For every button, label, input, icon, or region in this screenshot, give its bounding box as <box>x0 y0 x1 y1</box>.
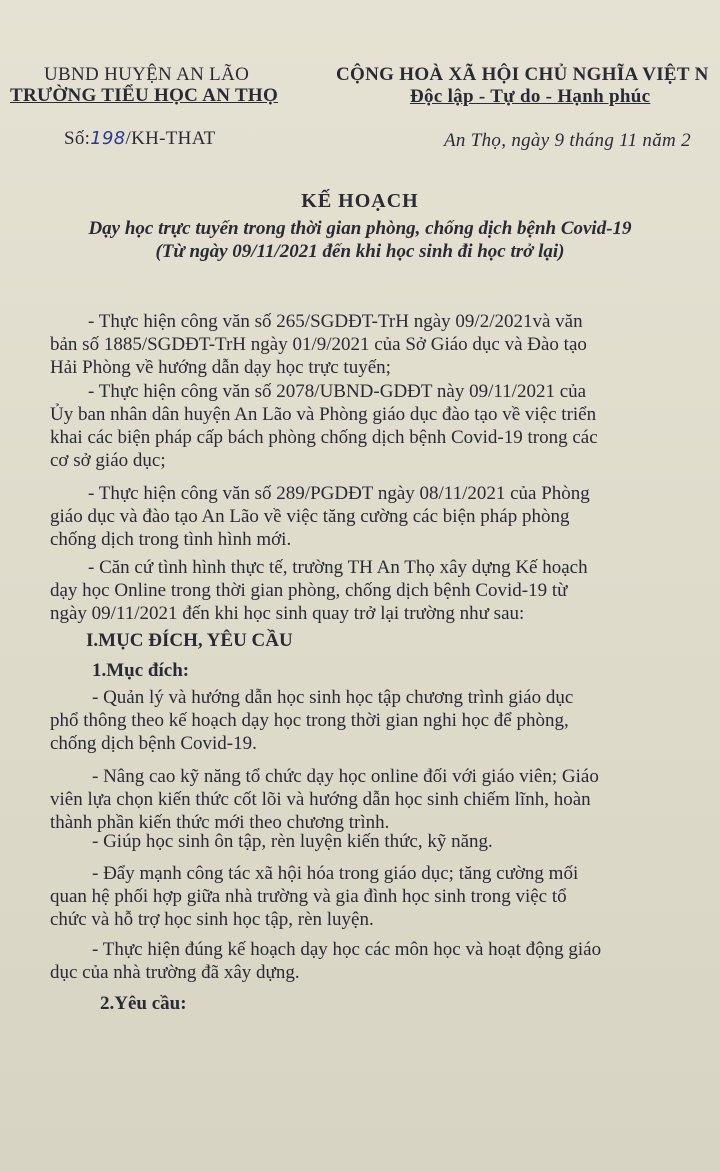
bullet-4 <box>50 862 690 931</box>
text-line: - Đẩy mạnh công tác xã hội hóa trong giáo dục; tăng cường mối <box>92 863 579 884</box>
org-school <box>10 85 278 107</box>
subsection-heading: 1.Mục đích: <box>92 660 190 681</box>
motto-text: Độc lập - Tự do - Hạnh phúc <box>410 86 651 107</box>
text-line: - Thực hiện công văn số 265/SGDĐT-TrH ngày 09/2/2021và văn <box>88 311 583 332</box>
text-line: quan hệ phối hợp giữa nhà trường và gia đình học sinh trong việc tổ <box>50 886 567 907</box>
text-line: khai các biện pháp cấp bách phòng chống dịch bệnh Covid-19 trong các <box>50 427 598 448</box>
handwritten-number: 198 <box>90 128 126 149</box>
so-suffix: /KH-THAT <box>125 128 216 149</box>
text-line: cơ sở giáo dục; <box>50 450 166 471</box>
text-line: - Nâng cao kỹ năng tổ chức dạy học online đối với giáo viên; Giáo <box>92 766 599 787</box>
paragraph-1 <box>50 310 690 379</box>
paragraph-4 <box>50 556 690 625</box>
paragraph-2 <box>50 380 690 472</box>
text-line: - Thực hiện đúng kế hoạch dạy học các môn học và hoạt động giáo <box>92 939 602 960</box>
text-line: - Thực hiện công văn số 2078/UBND-GDĐT này 09/11/2021 của <box>88 381 587 402</box>
text-line: giáo dục và đào tạo An Lão về việc tăng cường các biện pháp phòng <box>50 506 570 527</box>
text-line: chống dịch bệnh Covid-19. <box>50 733 257 754</box>
section-heading: I.MỤC ĐÍCH, YÊU CẦU <box>86 630 293 651</box>
subsection-heading-2: 2.Yêu cầu: <box>100 993 187 1014</box>
text-line: - Quản lý và hướng dẫn học sinh học tập chương trình giáo dục <box>92 687 574 708</box>
motto <box>410 86 650 108</box>
bullet-1 <box>50 686 690 755</box>
org-school-text: TRƯỜNG TIỂU HỌC AN THỌ <box>10 85 279 106</box>
org-parent: UBND HUYỆN AN LÃO <box>44 64 250 85</box>
text-line: viên lựa chọn kiến thức cốt lõi và hướng dẫn học sinh chiếm lĩnh, hoàn <box>50 789 591 810</box>
document-subtitle: Dạy học trực tuyến trong thời gian phòng, chống dịch bệnh Covid-19 <box>88 218 632 239</box>
paragraph-3 <box>50 482 690 551</box>
document-date: An Thọ, ngày 9 tháng 11 năm 2 <box>444 130 691 151</box>
so-prefix: Số: <box>64 128 91 149</box>
text-line: Hải Phòng về hướng dẫn dạy học trực tuyến; <box>50 357 391 378</box>
document-number <box>64 128 216 150</box>
text-line: bản số 1885/SGDĐT-TrH ngày 01/9/2021 của Sở Giáo dục và Đào tạo <box>50 334 587 355</box>
document-title: KẾ HOẠCH <box>301 190 419 212</box>
text-line: - Giúp học sinh ôn tập, rèn luyện kiến thức, kỹ năng. <box>92 831 493 852</box>
text-line: chống dịch trong tình hình mới. <box>50 529 292 550</box>
document-period: (Từ ngày 09/11/2021 đến khi học sinh đi học trở lại) <box>155 241 565 262</box>
text-line: ngày 09/11/2021 đến khi học sinh quay trở lại trường như sau: <box>50 603 525 624</box>
bullet-5 <box>50 938 690 984</box>
bullet-3 <box>50 830 690 853</box>
text-line: chức và hỗ trợ học sinh học tập, rèn luyện. <box>50 909 374 930</box>
text-line: - Thực hiện công văn số 289/PGDĐT ngày 08/11/2021 của Phòng <box>88 483 590 504</box>
bullet-2 <box>50 765 690 834</box>
text-line: - Căn cứ tình hình thực tế, trường TH An Thọ xây dựng Kế hoạch <box>88 557 588 578</box>
country-name: CỘNG HOÀ XÃ HỘI CHỦ NGHĨA VIỆT N <box>336 64 709 85</box>
text-line: dục của nhà trường đã xây dựng. <box>50 962 300 983</box>
text-line: phổ thông theo kế hoạch dạy học trong thời gian nghi học để phòng, <box>50 710 569 731</box>
text-line: thành phần kiến thức mới theo chương trình. <box>50 812 390 833</box>
text-line: Ủy ban nhân dân huyện An Lão và Phòng giáo dục đào tạo về việc triển <box>50 404 597 425</box>
text-line: dạy học Online trong thời gian phòng, chống dịch bệnh Covid-19 từ <box>50 580 568 601</box>
